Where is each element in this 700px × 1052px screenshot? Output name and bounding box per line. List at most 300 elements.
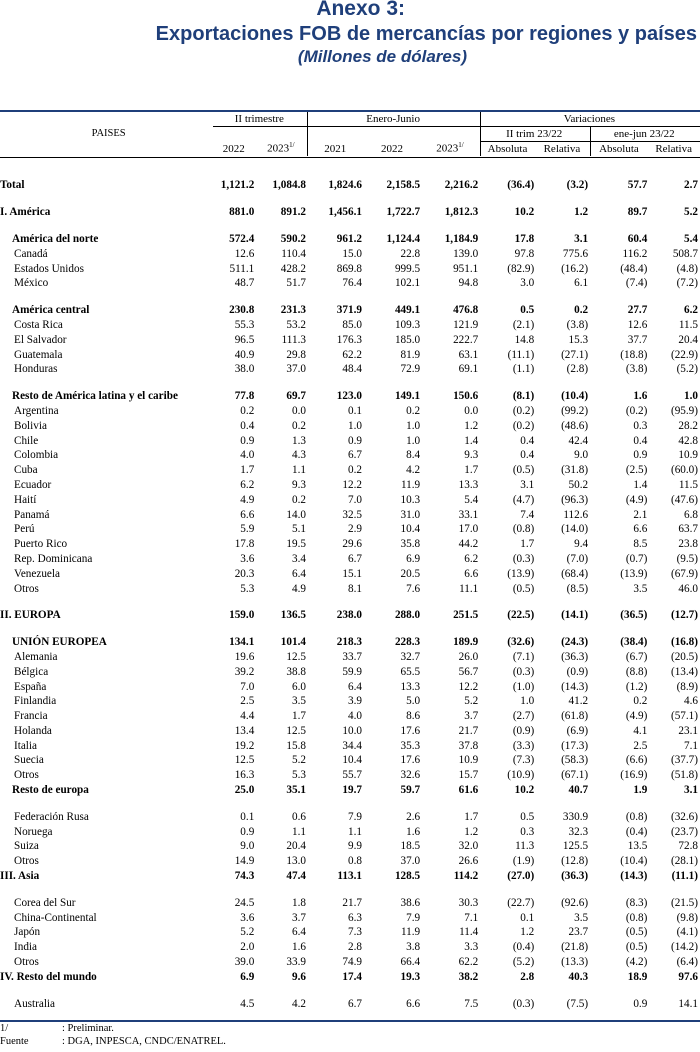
cell-value: 4.6 [684,695,698,708]
cell-value: (5.2) [512,956,535,969]
cell-value: 590.2 [280,232,306,245]
row-label: Finlandia [14,695,57,708]
cell-value: 6.2 [684,304,698,317]
row-label: II. EUROPA [0,609,61,622]
cell-value: 44.2 [458,538,479,551]
cell-value: 12.5 [286,724,306,737]
cell-value: 139.0 [453,247,479,260]
cell-value: 0.2 [406,404,421,417]
table-row [0,608,700,623]
cell-value: 24.5 [234,896,255,909]
cell-value: 6.0 [291,680,306,693]
row-label: IV. Resto del mundo [0,970,97,983]
cell-value: (0.9) [566,665,589,678]
cell-value: (28.1) [670,855,698,868]
cell-value: 46.0 [678,582,698,595]
cell-value: 10.0 [342,724,362,737]
row-label: Estados Unidos [14,262,84,275]
cell-value: (6.4) [676,956,698,969]
cell-value: (0.2) [512,419,535,432]
cell-value: 6.4 [291,926,306,939]
table-row [0,404,700,419]
cell-value: 51.7 [286,277,306,290]
cell-value: 428.2 [280,262,306,275]
cell-value: 37.8 [458,739,479,752]
cell-value: 27.7 [627,304,648,317]
cell-value: (5.2) [676,363,698,376]
cell-value: (8.8) [625,665,648,678]
cell-value: 891.2 [280,206,306,219]
cell-value: 999.5 [394,262,421,275]
header-2022-ej: 2022 [381,143,404,155]
cell-value: 476.8 [453,304,479,317]
table-row [0,895,700,910]
cell-value: (4.1) [676,926,698,939]
cell-value: 4.2 [406,464,421,477]
cell-value: 3.6 [240,911,255,924]
cell-value: (13.3) [561,956,589,969]
cell-value: 32.3 [568,825,589,838]
cell-value: 123.0 [336,390,362,403]
cell-value: 10.4 [342,754,362,767]
cell-value: 11.9 [400,478,421,491]
cell-value: 0.1 [240,810,255,823]
cell-value: 18.5 [400,840,421,853]
cell-value: 0.2 [291,419,306,432]
cell-value: (14.3) [620,870,648,883]
row-label: Bélgica [14,665,49,678]
cell-value: 1,812.3 [444,206,479,219]
cell-value: 134.1 [229,636,255,649]
cell-value: (12.7) [670,609,698,622]
cell-value: 176.3 [336,333,362,346]
cell-value: (99.2) [561,404,589,417]
cell-value: 1,456.1 [328,206,362,219]
cell-value: (96.3) [561,493,589,506]
cell-value: 12.5 [286,650,306,663]
table-row [0,318,700,333]
cell-value: 6.6 [406,997,421,1010]
cell-value: 4.0 [240,449,255,462]
spacer-row [0,158,700,179]
spacer-row [0,193,700,205]
cell-value: 1.2 [574,206,589,219]
cell-value: (3.2) [566,179,589,192]
cell-value: 7.3 [347,926,362,939]
cell-value: 8.4 [406,449,421,462]
row-label: Rep. Dominicana [14,552,93,565]
header-absoluta-2: Absoluta [590,142,649,157]
cell-value: (0.9) [512,724,535,737]
row-label: América del norte [12,232,99,245]
cell-value: (8.3) [625,896,648,909]
cell-value: (2.8) [566,363,589,376]
cell-value: (7.3) [512,754,535,767]
cell-value: 25.0 [234,784,255,797]
cell-value: 125.5 [562,840,589,853]
row-label: UNIÓN EUROPEA [12,636,107,649]
cell-value: 8.1 [347,582,362,595]
cell-value: (23.7) [670,825,698,838]
cell-value: (1.2) [625,680,648,693]
table-row [0,753,700,768]
row-label: Argentina [14,404,59,417]
cell-value: (8.9) [676,680,698,693]
cell-value: 66.4 [400,956,421,969]
cell-value: 13.3 [458,478,479,491]
cell-value: (47.6) [670,493,698,506]
cell-value: 14.0 [286,508,306,521]
cell-value: 65.5 [400,665,421,678]
cell-value: 17.8 [234,538,255,551]
cell-value: (7.1) [512,650,535,663]
row-label: China-Continental [14,911,97,924]
cell-value: 72.8 [678,840,698,853]
cell-value: (0.3) [512,552,535,565]
cell-value: 19.7 [342,784,362,797]
cell-value: 97.8 [514,247,535,260]
cell-value: 15.7 [458,769,479,782]
cell-value: 9.0 [240,840,255,853]
table-row [0,679,700,694]
cell-value: 3.9 [347,695,362,708]
cell-value: 2.5 [240,695,255,708]
cell-value: (14.3) [561,680,589,693]
cell-value: 775.6 [562,247,589,260]
cell-value: 38.6 [400,896,421,909]
table-row [0,940,700,955]
cell-value: 5.4 [464,493,479,506]
cell-value: (67.1) [561,769,589,782]
cell-value: (0.5) [512,464,535,477]
cell-value: 35.8 [400,538,421,551]
cell-value: 60.4 [627,232,648,245]
cell-value: 10.9 [678,449,698,462]
cell-value: 5.4 [684,232,698,245]
row-label: Suiza [14,840,39,853]
cell-value: (31.8) [561,464,589,477]
cell-value: 113.1 [337,870,362,883]
cell-value: 116.2 [622,247,648,260]
cell-value: 11.4 [459,926,479,939]
cell-value: (27.0) [507,870,535,883]
cell-value: (7.4) [625,277,648,290]
cell-value: 56.7 [458,665,479,678]
cell-value: 57.7 [627,179,648,192]
cell-value: 6.1 [574,277,589,290]
cell-value: 0.2 [633,695,648,708]
cell-value: 4.4 [240,710,255,723]
cell-value: (14.1) [561,609,589,622]
cell-value: 1.9 [633,784,648,797]
cell-value: 6.8 [684,508,698,521]
cell-value: (58.3) [561,754,589,767]
cell-value: (7.0) [566,552,589,565]
spacer-row [0,596,700,608]
row-label: Resto de europa [12,784,89,797]
row-label: Otros [14,956,39,969]
cell-value: 121.9 [453,318,479,331]
cell-value: (14.2) [670,941,698,954]
cell-value: 14.1 [678,997,698,1010]
cell-value: 59.9 [342,665,362,678]
cell-value: 20.4 [678,333,698,346]
cell-value: 7.1 [464,911,479,924]
cell-value: (10.4) [561,390,589,403]
cell-value: 32.6 [400,769,421,782]
cell-value: 5.2 [291,754,306,767]
cell-value: 0.2 [574,304,589,317]
row-label: Alemania [14,650,58,663]
cell-value: 32.7 [400,650,421,663]
cell-value: 38.2 [458,970,479,983]
cell-value: 1.0 [520,695,535,708]
cell-value: 61.6 [458,784,479,797]
cell-value: 5.2 [240,926,255,939]
cell-value: (61.8) [561,710,589,723]
cell-value: 1.1 [291,825,306,838]
cell-value: 12.2 [458,680,479,693]
cell-value: 72.9 [400,363,421,376]
cell-value: 62.2 [458,956,479,969]
cell-value: 4.9 [240,493,255,506]
header-2023-q: $2023^{1/}$ [267,141,295,155]
cell-value: 39.2 [234,665,255,678]
cell-value: 19.2 [234,739,255,752]
cell-value: 101.4 [280,636,306,649]
cell-value: (0.4) [512,941,535,954]
row-label: Venezuela [14,567,60,580]
cell-value: (27.1) [561,348,589,361]
cell-value: 1.0 [347,419,362,432]
cell-value: (9.8) [676,911,698,924]
table-row [0,537,700,552]
cell-value: (36.3) [561,650,589,663]
cell-value: (82.9) [507,262,535,275]
cell-value: 0.4 [240,419,255,432]
cell-value: 185.0 [394,333,421,346]
cell-value: 111.3 [281,333,306,346]
page-header [0,0,700,67]
cell-value: 3.3 [464,941,479,954]
cell-value: 5.3 [240,582,255,595]
cell-value: 7.0 [240,680,255,693]
cell-value: 7.5 [464,997,479,1010]
spacer-row [0,797,700,809]
cell-value: 2.7 [684,179,698,192]
cell-value: 30.3 [458,896,479,909]
cell-value: 371.9 [336,304,362,317]
cell-value: 511.1 [229,262,255,275]
cell-value: 0.9 [633,449,648,462]
cell-value: (0.3) [512,665,535,678]
cell-value: 189.9 [453,636,479,649]
cell-value: 449.1 [394,304,421,317]
spacer-row [0,984,700,996]
cell-value: 0.4 [520,449,535,462]
cell-value: (22.5) [507,609,535,622]
cell-value: 2.8 [347,941,362,954]
cell-value: 62.2 [342,348,362,361]
cell-value: 1.7 [464,810,479,823]
cell-value: 10.2 [514,784,535,797]
row-label: Italia [14,739,37,752]
cell-value: (20.5) [670,650,698,663]
cell-value: 7.4 [520,508,535,521]
cell-value: 32.5 [342,508,362,521]
header-ene-jun-23-22: ene-jun 23/22 [590,127,700,142]
header-relativa-1: Relativa [543,143,581,155]
cell-value: 2.5 [633,739,648,752]
cell-value: 114.2 [453,870,479,883]
cell-value: (4.8) [676,262,698,275]
table-row [0,552,700,567]
table-units: (Millones de dólares) [297,47,467,66]
cell-value: 1,722.7 [386,206,421,219]
table-row [0,261,700,276]
cell-value: (3.8) [625,363,648,376]
cell-value: 1.0 [406,434,421,447]
cell-value: 0.1 [347,404,362,417]
cell-value: (4.9) [625,710,648,723]
cell-value: 159.0 [229,609,255,622]
cell-value: (32.6) [507,636,535,649]
cell-value: 0.0 [464,404,479,417]
cell-value: 0.6 [291,810,306,823]
cell-value: 12.6 [627,318,648,331]
table-row [0,303,700,318]
cell-value: (38.4) [620,636,648,649]
cell-value: (6.9) [566,724,589,737]
cell-value: 0.8 [347,855,362,868]
cell-value: 35.1 [286,784,306,797]
cell-value: 231.3 [280,304,306,317]
cell-value: 94.8 [458,277,479,290]
table-row [0,768,700,783]
cell-value: 5.9 [240,523,255,536]
table-header [0,111,700,158]
cell-value: 17.0 [458,523,479,536]
cell-value: 9.3 [464,449,479,462]
table-row [0,448,700,463]
cell-value: (16.2) [561,262,589,275]
cell-value: 20.3 [234,567,255,580]
cell-value: 1.2 [464,419,479,432]
cell-value: 17.6 [400,754,421,767]
cell-value: 1,084.8 [272,179,306,192]
cell-value: 150.6 [453,390,479,403]
cell-value: 38.0 [234,363,255,376]
cell-value: (2.1) [512,318,535,331]
table-row [0,389,700,404]
cell-value: (8.5) [566,582,589,595]
cell-value: 3.7 [291,911,306,924]
cell-value: 69.1 [458,363,479,376]
cell-value: 3.4 [291,552,306,565]
cell-value: (12.8) [561,855,589,868]
row-label: Holanda [14,724,52,737]
cell-value: 81.9 [400,348,421,361]
cell-value: 1.7 [240,464,255,477]
cell-value: 1.4 [633,478,648,491]
cell-value: (2.7) [512,710,535,723]
cell-value: 14.9 [234,855,255,868]
cell-value: 23.7 [568,926,589,939]
cell-value: 572.4 [229,232,255,245]
cell-value: 1.1 [347,825,362,838]
cell-value: (11.1) [507,348,535,361]
cell-value: 0.2 [347,464,362,477]
cell-value: 16.3 [234,769,255,782]
cell-value: 6.6 [464,567,479,580]
cell-value: 136.5 [280,609,306,622]
table-row [0,507,700,522]
row-label: Resto de América latina y el caribe [12,390,178,403]
table-row [0,246,700,261]
row-label: Perú [14,523,35,536]
table-row [0,566,700,581]
cell-value: (4.7) [512,493,535,506]
cell-value: (1.0) [512,680,535,693]
cell-value: 22.8 [400,247,421,260]
row-label: Federación Rusa [14,810,89,823]
cell-value: 29.8 [286,348,306,361]
cell-value: (37.7) [670,754,698,767]
cell-value: 10.3 [400,493,421,506]
table-row [0,205,700,220]
cell-value: 1.8 [291,896,306,909]
cell-value: 63.7 [678,523,698,536]
row-label: Noruega [14,825,53,838]
cell-value: 238.0 [336,609,362,622]
row-label: Chile [14,434,39,447]
cell-value: 2.6 [406,810,421,823]
cell-value: 41.2 [568,695,589,708]
cell-value: 48.4 [342,363,362,376]
cell-value: 2,216.2 [444,179,479,192]
cell-value: 1.6 [406,825,421,838]
cell-value: (0.2) [625,404,648,417]
cell-value: 3.1 [520,478,535,491]
row-label: Otros [14,855,39,868]
header-relativa-2: Relativa [655,143,692,155]
cell-value: 19.6 [234,650,255,663]
cell-value: 9.0 [574,449,589,462]
cell-value: 10.2 [514,206,535,219]
cell-value: (0.5) [625,926,648,939]
cell-value: (6.6) [625,754,648,767]
cell-value: 5.1 [291,523,306,536]
cell-value: (4.9) [625,493,648,506]
cell-value: 112.6 [563,508,589,521]
cell-value: 38.8 [286,665,306,678]
cell-value: 6.6 [633,523,648,536]
cell-value: 230.8 [229,304,255,317]
cell-value: 1.7 [464,464,479,477]
cell-value: (13.4) [670,665,698,678]
cell-value: 1.1 [291,464,306,477]
cell-value: 1,121.2 [220,179,255,192]
cell-value: 17.4 [342,970,362,983]
row-label: Canadá [14,247,48,260]
cell-value: (36.3) [561,870,589,883]
header-top-rule [0,111,213,127]
cell-value: 330.9 [562,810,589,823]
cell-value: 0.9 [240,434,255,447]
cell-value: 8.5 [633,538,648,551]
table-row [0,738,700,753]
table-row [0,869,700,884]
